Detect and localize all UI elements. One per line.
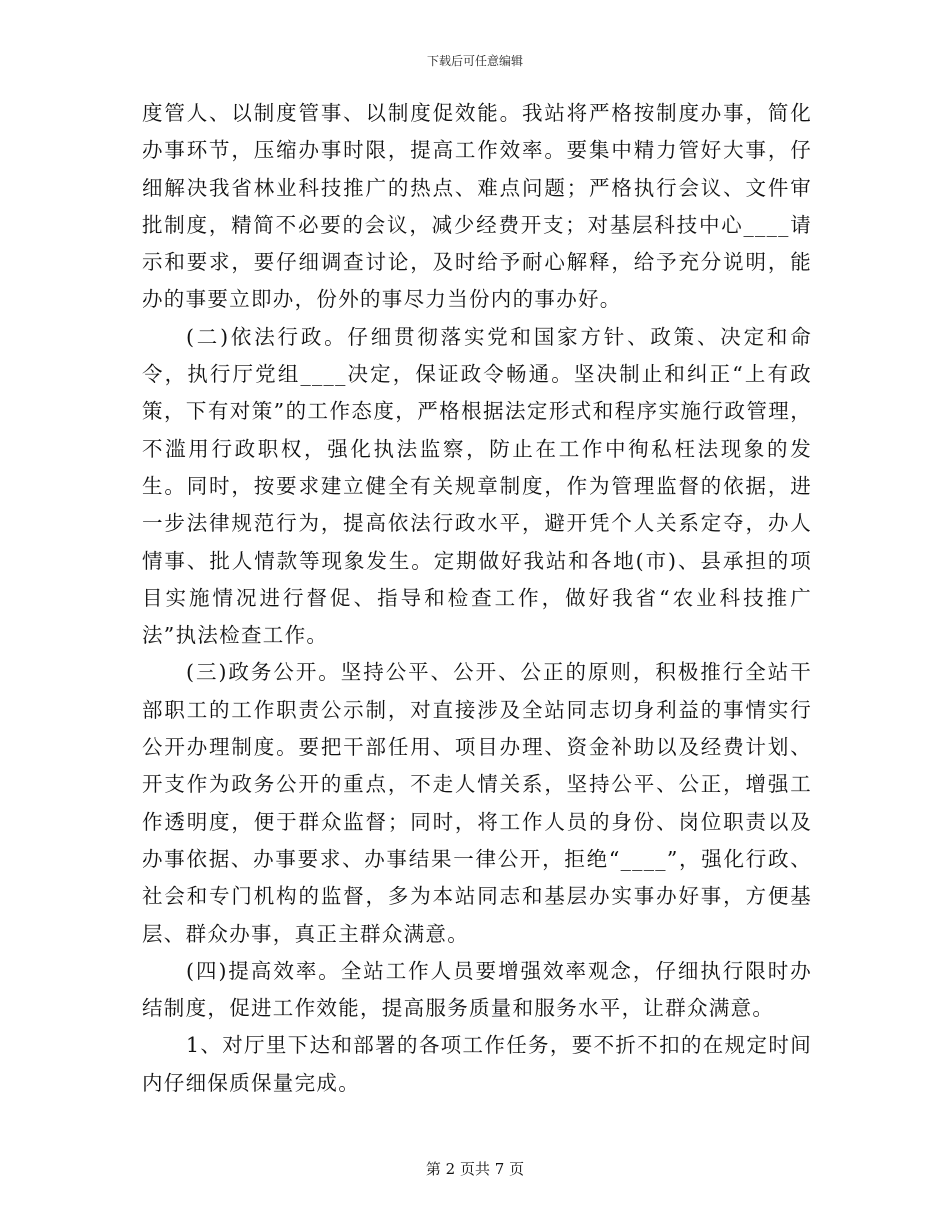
paragraph-section-2: (二)依法行政。仔细贯彻落实党和国家方针、政策、决定和命令，执行厅党组____决定，保证政令畅通。坚决制止和纠正“上有政策，下有对策”的工作态度，严格根据法定形式和程序实施行政管理，不滥用行政职权，强化执法监察，防止在工作中徇私枉法现象的发生。同时，按要求建立健全有关规章制度，作为管理监督的依据，进一步法律规范行为，提高依法行政水平，避开凭个人关系定夺，办人情事、批人情款等现象发生。定期做好我站和各地(市)、县承担的项目实施情况进行督促、指导和检查工作，做好我省“农业科技推广法”执法检查工作。 — [142, 324, 812, 648]
page-header: 下载后可任意编辑 — [426, 54, 523, 68]
document-body — [142, 95, 812, 1102]
paragraph-continuation: 度管人、以制度管事、以制度促效能。我站将严格按制度办事，简化办事环节，压缩办事时限，提高工作效率。要集中精力管好大事，仔细解决我省林业科技推广的热点、难点问题；严格执行会议、文件审批制度，精简不必要的会议，减少经费开支；对基层科技中心____请示和要求，要仔细调查讨论，及时给予耐心解释，给予充分说明，能办的事要立即办，份外的事尽力当份内的事办好。 — [142, 101, 812, 312]
page-number-footer: 第 2 页共 7 页 — [425, 1160, 525, 1178]
paragraph-section-4: (四)提高效率。全站工作人员要增强效率观念，仔细执行限时办结制度，促进工作效能，提高服务质量和服务水平，让群众满意。 — [142, 958, 812, 1021]
paragraph-section-3: (三)政务公开。坚持公平、公开、公正的原则，积极推行全站干部职工的工作职责公示制，对直接涉及全站同志切身利益的事情实行公开办理制度。要把干部任用、项目办理、资金补助以及经费计划、开支作为政务公开的重点，不走人情关系，坚持公平、公正，增强工作透明度，便于群众监督；同时，将工作人员的身份、岗位职责以及办事依据、办事要求、办事结果一律公开，拒绝“____”，强化行政、社会和专门机构的监督，多为本站同志和基层办实事办好事，方便基层、群众办事，真正主群众满意。 — [142, 660, 812, 946]
paragraph-item-1: 1、对厅里下达和部署的各项工作任务，要不折不扣的在规定时间内仔细保质保量完成。 — [142, 1033, 812, 1095]
